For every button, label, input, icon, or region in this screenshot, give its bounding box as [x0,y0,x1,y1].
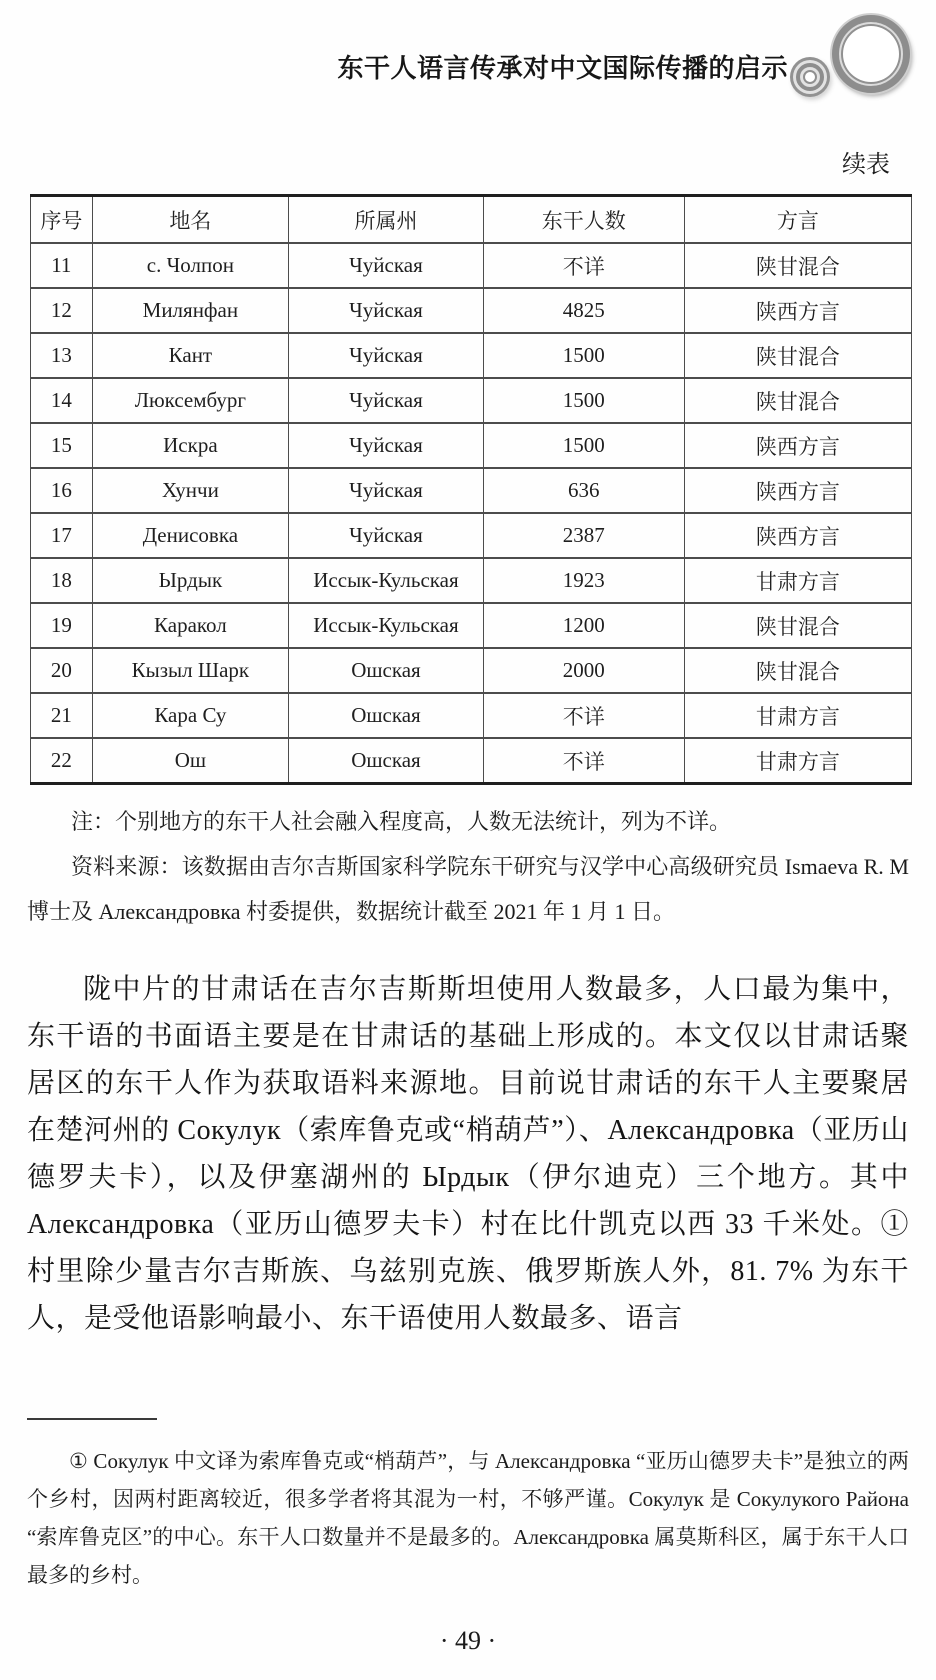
table-cell-population: 不详 [483,738,684,784]
table-cell-dialect: 甘肃方言 [684,738,911,784]
table-cell-place: Хунчи [92,468,288,513]
table-row [31,513,912,558]
table-row [31,378,912,423]
footnote-divider [27,1418,157,1420]
table-row [31,468,912,513]
table-body [31,243,912,784]
table-cell-population: 1200 [483,603,684,648]
table-cell-place: Ош [92,738,288,784]
continued-table-label: 续表 [842,152,890,178]
table-cell-dialect: 甘肃方言 [684,558,911,603]
table-cell-population: 1923 [483,558,684,603]
table-cell-dialect: 甘肃方言 [684,693,911,738]
table-cell-no: 19 [31,603,93,648]
table-cell-state: Ошская [289,648,484,693]
table-cell-no: 18 [31,558,93,603]
small-ring-icon [796,63,824,91]
table-cell-no: 14 [31,378,93,423]
body-paragraph: 陇中片的甘肃话在吉尔吉斯斯坦使用人数最多，人口最为集中，东干语的书面语主要是在甘肃话的基础上形成的。本文仅以甘肃话聚居区的东干人作为获取语料来源地。目前说甘肃话的东干人主要聚居在楚河州的 Сокулук（索库鲁克或“梢葫芦”）、Александровка（亚历山德罗夫卡），以及伊塞湖州的 Ырдык（伊尔迪克）三个地方。其中 Александровка（亚历山德罗夫卡）村在比什凯克以西 33 千米处。① 村里除少量吉尔吉斯族、乌兹别克族、俄罗斯族人外，81. 7% 为东干人，是受他语影响最小、东干语使用人数最多、语言 [27,974,909,1334]
table-cell-state: Ошская [289,693,484,738]
table-cell-dialect: 陕甘混合 [684,603,911,648]
table-note: 注：个别地方的东干人社会融入程度高，人数无法统计，列为不详。 [71,809,732,834]
rings-logo-icon [794,15,916,117]
page-header [0,0,936,118]
table-cell-dialect: 陕西方言 [684,513,911,558]
table-head [31,196,912,244]
col-header-state: 所属州 [289,196,484,244]
col-header-population: 东干人数 [483,196,684,244]
table-cell-population: 不详 [483,693,684,738]
table-cell-state: Иссык-Кульская [289,558,484,603]
table-cell-state: Чуйская [289,378,484,423]
footnote-text: ① Сокулук 中文译为索库鲁克或“梢葫芦”，与 Александровка “亚历山德罗夫卡”是独立的两个乡村，因两村距离较近，很多学者将其混为一村，不够严谨。Сокулук 是 Сокулукого Района “索库鲁克区”的中心。东干人口数量并不是最多的。Александровка 属莫斯科区，属于东干人口最多的乡村。 [27,1449,909,1587]
table-cell-population: 4825 [483,288,684,333]
table-cell-state: Чуйская [289,513,484,558]
table-cell-no: 17 [31,513,93,558]
table-row [31,288,912,333]
table-cell-state: Иссык-Кульская [289,603,484,648]
table-cell-no: 21 [31,693,93,738]
dungan-population-table [30,194,912,785]
table-cell-place: Кара Су [92,693,288,738]
page-number: · 49 · [439,1626,497,1655]
table-row [31,648,912,693]
table-cell-dialect: 陕甘混合 [684,243,911,288]
table-cell-dialect: 陕西方言 [684,423,911,468]
table-row [31,738,912,784]
table-cell-dialect: 陕甘混合 [684,378,911,423]
table-cell-no: 13 [31,333,93,378]
col-header-dialect: 方言 [684,196,911,244]
large-ring-icon [832,15,910,93]
table-cell-population: 636 [483,468,684,513]
col-header-index: 序号 [31,196,93,244]
table-cell-population: 1500 [483,333,684,378]
table-cell-state: Чуйская [289,243,484,288]
table-cell-place: Милянфан [92,288,288,333]
table-cell-dialect: 陕西方言 [684,288,911,333]
table-cell-no: 20 [31,648,93,693]
table-row [31,333,912,378]
col-header-place: 地名 [92,196,288,244]
table-cell-dialect: 陕甘混合 [684,648,911,693]
table-cell-place: Кызыл Шарк [92,648,288,693]
table-row [31,423,912,468]
table-cell-place: Каракол [92,603,288,648]
table-cell-population: 1500 [483,423,684,468]
table-cell-place: Люксембург [92,378,288,423]
table-cell-population: 2387 [483,513,684,558]
page-title: 东干人语言传承对中文国际传播的启示 [337,52,788,83]
table-cell-place: Искра [92,423,288,468]
table-cell-dialect: 陕甘混合 [684,333,911,378]
table-header-row [31,196,912,244]
table-cell-dialect: 陕西方言 [684,468,911,513]
table-cell-population: 2000 [483,648,684,693]
table-cell-no: 16 [31,468,93,513]
table-cell-no: 15 [31,423,93,468]
table-cell-state: Чуйская [289,288,484,333]
table-row [31,243,912,288]
table-cell-population: 不详 [483,243,684,288]
table-cell-no: 12 [31,288,93,333]
table-cell-no: 11 [31,243,93,288]
table-cell-state: Чуйская [289,333,484,378]
table-row [31,603,912,648]
table-row [31,693,912,738]
table-cell-state: Чуйская [289,423,484,468]
table-cell-place: Ырдык [92,558,288,603]
table-cell-state: Ошская [289,738,484,784]
table-source-note: 资料来源：该数据由吉尔吉斯国家科学院东干研究与汉学中心高级研究员 Ismaeva R. M 博士及 Александровка 村委提供，数据统计截至 2021 年 1 月 1 日。 [27,854,909,924]
table-cell-place: Кант [92,333,288,378]
table-row [31,558,912,603]
table-cell-no: 22 [31,738,93,784]
table-cell-place: с. Чолпон [92,243,288,288]
table-cell-state: Чуйская [289,468,484,513]
table-cell-population: 1500 [483,378,684,423]
table-cell-place: Денисовка [92,513,288,558]
